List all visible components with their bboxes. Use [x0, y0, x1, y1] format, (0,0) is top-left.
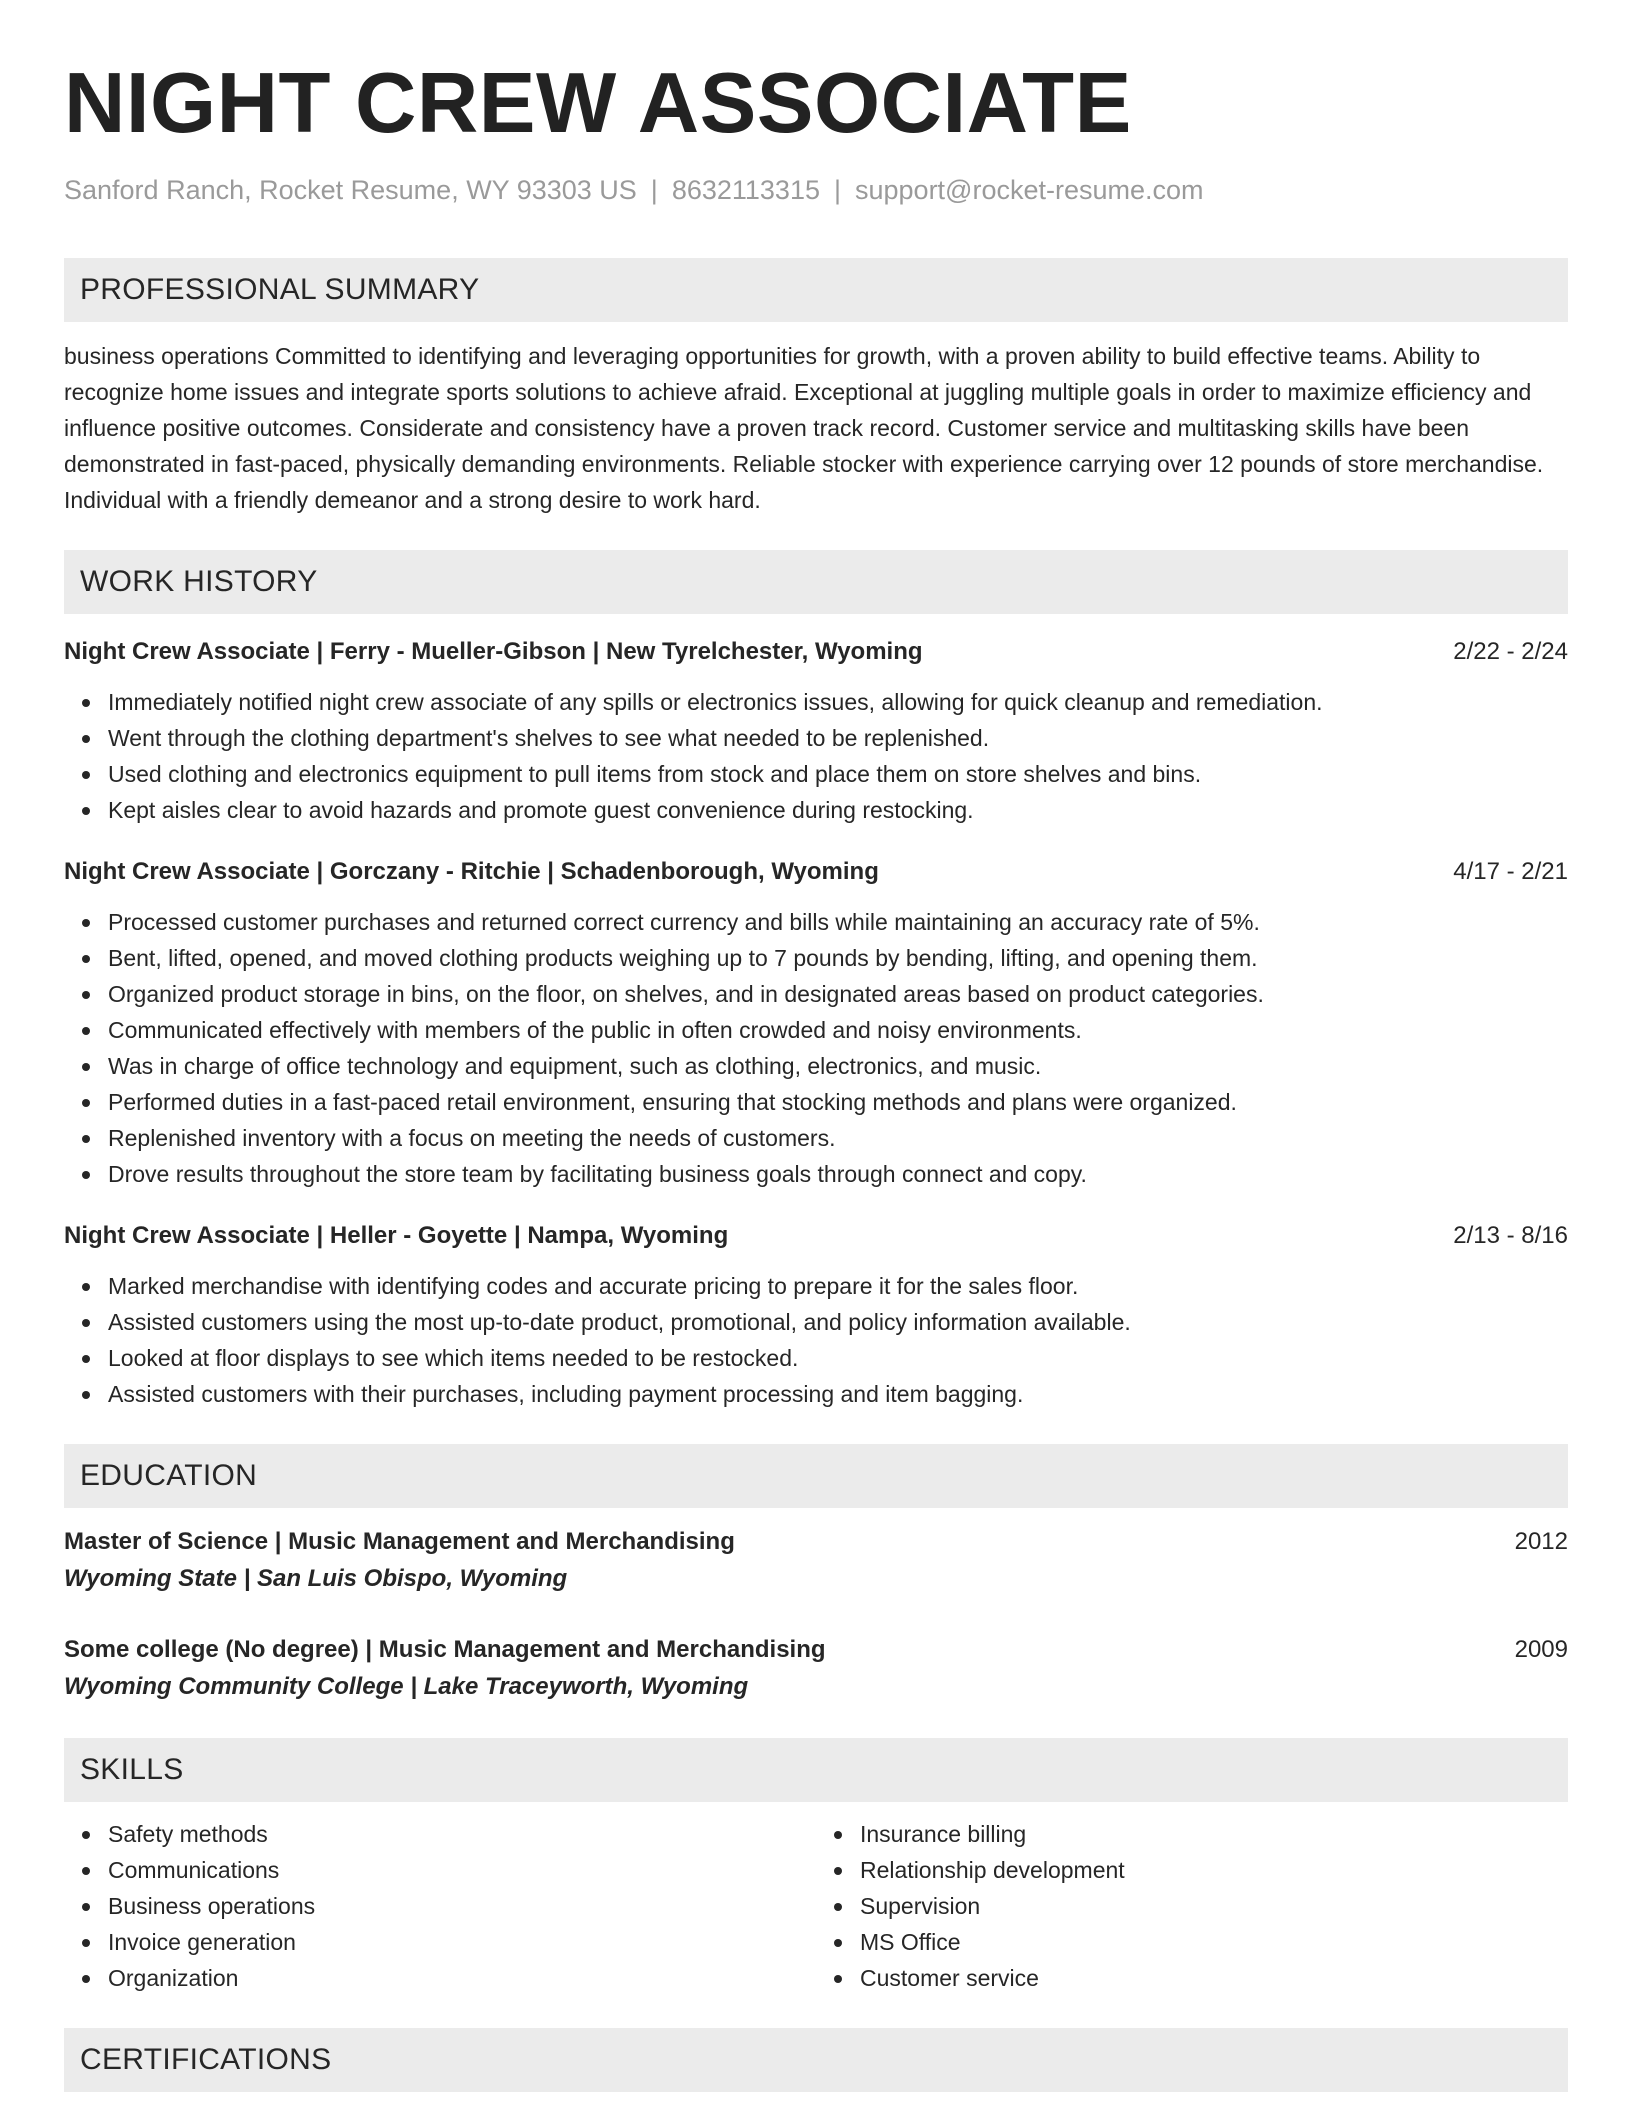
contact-email: support@rocket-resume.com: [855, 175, 1204, 205]
job-bullet: Communicated effectively with members of the public in often crowded and noisy environments.: [64, 1012, 1568, 1048]
job-bullet: Organized product storage in bins, on the floor, on shelves, and in designated areas based on product categories.: [64, 976, 1568, 1012]
skills-column-left: [64, 1816, 816, 1996]
skills-list: [816, 1816, 1568, 1996]
job-bullet: Looked at floor displays to see which items needed to be restocked.: [64, 1340, 1568, 1376]
skill-item: Business operations: [64, 1888, 816, 1924]
skills-list: [64, 1816, 816, 1996]
contact-phone: 8632113315: [671, 175, 820, 205]
education-entry: [64, 1524, 1568, 1598]
skill-item: Relationship development: [816, 1852, 1568, 1888]
skills-heading: SKILLS: [64, 1738, 1568, 1802]
education-entry: [64, 1632, 1568, 1706]
job-dates: 4/17 - 2/21: [1453, 858, 1568, 885]
job-bullet: Was in charge of office technology and equipment, such as clothing, electronics, and music.: [64, 1048, 1568, 1084]
skill-item: Organization: [64, 1960, 816, 1996]
job-bullet: Kept aisles clear to avoid hazards and promote guest convenience during restocking.: [64, 792, 1568, 828]
contact-separator: |: [650, 175, 658, 205]
contact-address: Sanford Ranch, Rocket Resume, WY 93303 US: [64, 175, 637, 205]
education-heading: EDUCATION: [64, 1444, 1568, 1508]
job-dates: 2/22 - 2/24: [1453, 638, 1568, 665]
summary-text: business operations Committed to identifying and leveraging opportunities for growth, with a proven ability to build effective teams. Ability to recognize home issues and integrate sports solutions to achieve afraid. Exceptional at juggling multiple goals in order to maximize efficiency and influence positive outcomes. Considerate and consistency have a proven track record. Customer service and multitasking skills have been demonstrated in fast-paced, physically demanding environments. Reliable stocker with experience carrying over 12 pounds of store merchandise. Individual with a friendly demeanor and a strong desire to work hard.: [64, 343, 1544, 513]
job-entry: [64, 854, 1568, 1192]
job-bullets: [64, 684, 1568, 828]
summary-section: [64, 258, 1568, 518]
work-history-heading: WORK HISTORY: [64, 550, 1568, 614]
job-title: Night Crew Associate | Ferry - Mueller-Gibson | New Tyrelchester, Wyoming: [64, 638, 923, 665]
job-dates: 2/13 - 8/16: [1453, 1222, 1568, 1249]
summary-heading: PROFESSIONAL SUMMARY: [64, 258, 1568, 322]
job-bullet: Replenished inventory with a focus on meeting the needs of customers.: [64, 1120, 1568, 1156]
certifications-heading: CERTIFICATIONS: [64, 2028, 1568, 2092]
job-bullet: Immediately notified night crew associate of any spills or electronics issues, allowing for quick cleanup and remediation.: [64, 684, 1568, 720]
skills-column-right: [816, 1816, 1568, 1996]
job-title: Night Crew Associate | Gorczany - Ritchie | Schadenborough, Wyoming: [64, 858, 879, 885]
job-bullet: Drove results throughout the store team by facilitating business goals through connect and copy.: [64, 1156, 1568, 1192]
education-school: Wyoming State | San Luis Obispo, Wyoming: [64, 1565, 568, 1592]
skills-grid: [64, 1816, 1568, 1996]
skill-item: Supervision: [816, 1888, 1568, 1924]
candidate-name: NIGHT CREW ASSOCIATE: [64, 56, 1132, 151]
education-header: [64, 1632, 1568, 1668]
skill-item: MS Office: [816, 1924, 1568, 1960]
education-section: [64, 1444, 1568, 1706]
skill-item: Safety methods: [64, 1816, 816, 1852]
education-header: [64, 1524, 1568, 1560]
education-degree: Some college (No degree) | Music Management and Merchandising: [64, 1636, 826, 1663]
contact-separator: |: [833, 175, 841, 205]
education-year: 2009: [1514, 1636, 1568, 1663]
job-bullet: Assisted customers with their purchases, including payment processing and item bagging.: [64, 1376, 1568, 1412]
job-header: [64, 634, 1568, 670]
job-entry: [64, 1218, 1568, 1412]
contact-line: [64, 172, 1568, 208]
job-header: [64, 854, 1568, 890]
skills-section: [64, 1738, 1568, 1996]
job-bullet: Marked merchandise with identifying codes and accurate pricing to prepare it for the sales floor.: [64, 1268, 1568, 1304]
job-bullet: Performed duties in a fast-paced retail environment, ensuring that stocking methods and plans were organized.: [64, 1084, 1568, 1120]
job-bullet: Bent, lifted, opened, and moved clothing products weighing up to 7 pounds by bending, lifting, and opening them.: [64, 940, 1568, 976]
skill-item: Customer service: [816, 1960, 1568, 1996]
skill-item: Communications: [64, 1852, 816, 1888]
certifications-section: [64, 2028, 1568, 2092]
job-bullets: [64, 904, 1568, 1192]
job-bullet: Used clothing and electronics equipment to pull items from stock and place them on store shelves and bins.: [64, 756, 1568, 792]
job-bullet: Assisted customers using the most up-to-date product, promotional, and policy information available.: [64, 1304, 1568, 1340]
job-title: Night Crew Associate | Heller - Goyette | Nampa, Wyoming: [64, 1222, 729, 1249]
job-bullets: [64, 1268, 1568, 1412]
education-degree: Master of Science | Music Management and Merchandising: [64, 1528, 735, 1555]
skill-item: Insurance billing: [816, 1816, 1568, 1852]
education-year: 2012: [1514, 1528, 1568, 1555]
job-entry: [64, 634, 1568, 828]
job-bullet: Went through the clothing department's shelves to see what needed to be replenished.: [64, 720, 1568, 756]
job-bullet: Processed customer purchases and returned correct currency and bills while maintaining an accuracy rate of 5%.: [64, 904, 1568, 940]
skill-item: Invoice generation: [64, 1924, 816, 1960]
work-history-section: [64, 550, 1568, 1412]
job-header: [64, 1218, 1568, 1254]
education-school: Wyoming Community College | Lake Traceyworth, Wyoming: [64, 1673, 749, 1700]
